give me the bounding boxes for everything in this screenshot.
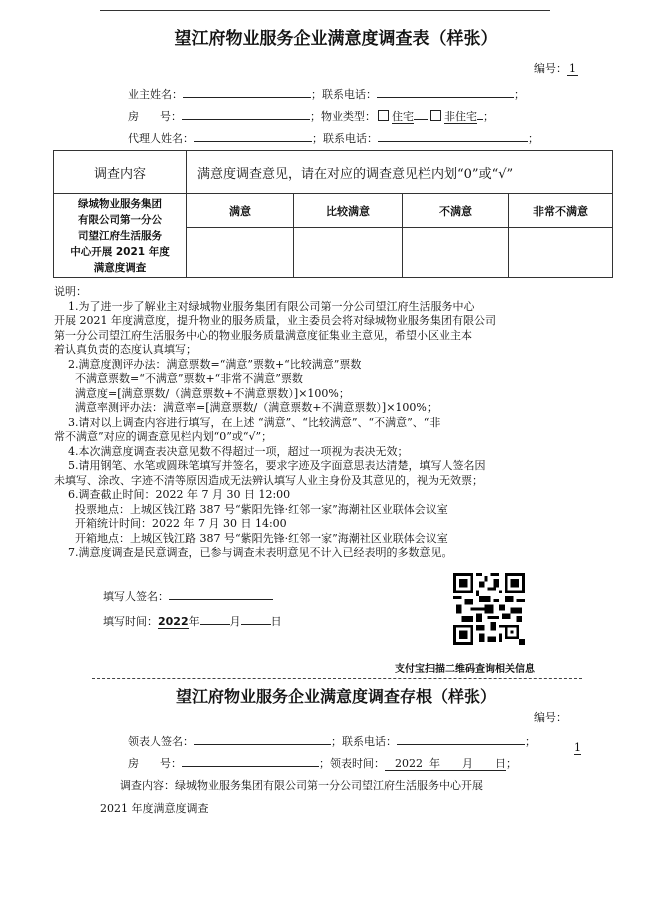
agent-name-field[interactable] <box>194 130 312 142</box>
owner-name-label: 业主姓名： <box>128 88 183 101</box>
instruction-text: 满意度调查意见，请在对应的调查意见栏内划“0”或“√” <box>187 151 613 194</box>
stub-room-label: 房 号： <box>128 757 182 770</box>
note-line: 未填写、涂改、字迹不清等原因造成无法辨认填写人业主身份及其意见的，视为无效票； <box>54 473 483 487</box>
signer-row <box>103 588 273 604</box>
owner-phone-label: ；联系电话： <box>311 88 377 101</box>
note-line: 2.满意度测评办法：满意票数=“满意”票数+“比较满意”票数 <box>54 357 362 371</box>
note-line: 1.为了进一步了解业主对绿城物业服务集团有限公司第一分公司望江府生活服务中心 <box>54 299 475 313</box>
day-unit: 日 <box>270 615 282 628</box>
form-number <box>534 60 578 76</box>
stub-room-field[interactable] <box>182 755 319 767</box>
note-line: 开箱地点：上城区钱江路 387 号“紫阳先锋·红邻一家”海潮社区业联体会议室 <box>54 531 448 545</box>
semicolon: ； <box>505 757 517 770</box>
agent-phone-label: ；联系电话： <box>312 132 378 145</box>
stub-number-label: 编号： <box>534 711 567 724</box>
stub-phone-field[interactable] <box>397 733 525 745</box>
vote-cell-fairly-satisfied[interactable] <box>294 228 403 278</box>
residential-checkbox[interactable] <box>378 110 389 121</box>
page-title: 望江府物业服务企业满意度调查表（样张） <box>174 29 498 49</box>
organization-line: 有限公司第一分公 <box>78 213 162 226</box>
stub-receiver-field[interactable] <box>194 733 331 745</box>
survey-table <box>53 150 613 278</box>
organization-line: 绿城物业服务集团 <box>78 197 162 210</box>
note-line: 开箱统计时间：2022 年 7 月 30 日 14:00 <box>54 517 287 530</box>
room-label: 房 号： <box>128 110 182 123</box>
agent-phone-field[interactable] <box>378 130 528 142</box>
organization-cell <box>54 194 187 278</box>
note-line: 3.请对以上调查内容进行填写，在上述 “满意”、“比较满意”、“不满意”、“非 <box>54 415 441 429</box>
notes-heading: 说明： <box>54 285 87 298</box>
room-row <box>128 108 494 124</box>
note-line: 6.调查截止时间：2022 年 7 月 30 日 12:00 <box>54 488 291 501</box>
qr-code-icon <box>453 573 525 645</box>
note-line: 5.请用钢笔、水笔或圆珠笔填写并签名，要求字迹及字面意思表达清楚，填写人签名因 <box>54 459 486 472</box>
vote-cell-very-dissatisfied[interactable] <box>509 228 613 278</box>
semicolon: ； <box>514 88 525 101</box>
residential-label: 住宅 <box>391 110 414 123</box>
year-unit: 年 <box>188 615 200 628</box>
fill-day-field[interactable] <box>241 613 271 625</box>
owner-name-field[interactable] <box>183 86 311 98</box>
non-residential-checkbox[interactable] <box>430 110 441 121</box>
vote-cell-satisfied[interactable] <box>187 228 294 278</box>
organization-line: 满意度调查 <box>93 261 147 274</box>
stub-title: 望江府物业服务企业满意度调查存根（样张） <box>175 687 496 706</box>
organization-line: 中心开展 2021 年度 <box>70 245 170 258</box>
note-line: 满意率测评办法：满意率=[满意票数/（满意票数+不满意票数）]×100%； <box>54 401 438 414</box>
signer-label: 填写人签名： <box>103 590 169 603</box>
note-line: 4.本次满意度调查表决意见数不得超过一项，超过一项视为表决无效； <box>54 444 409 458</box>
option-satisfied: 满意 <box>187 194 294 228</box>
stub-year-unit: 年 <box>429 757 462 771</box>
form-number-label: 编号： <box>534 62 567 75</box>
organization-line: 司望江府生活服务 <box>78 229 162 242</box>
owner-phone-field[interactable] <box>377 86 514 98</box>
stub-receive-time-label: ；领表时间： <box>318 757 385 770</box>
agent-row <box>128 130 539 146</box>
room-field[interactable] <box>182 108 310 120</box>
agent-name-label: 代理人姓名： <box>128 132 194 145</box>
month-unit: 月 <box>229 615 241 628</box>
tear-line <box>92 678 582 679</box>
content-header: 调查内容 <box>54 151 187 194</box>
note-line: 着认真负责的态度认真填写； <box>54 343 197 356</box>
non-residential-label: 非住宅 <box>443 110 477 123</box>
top-rule <box>100 10 550 11</box>
vote-cell-dissatisfied[interactable] <box>403 228 509 278</box>
note-line: 第一分公司望江府生活服务中心的物业服务质量满意度征集业主意见，希望小区业主本 <box>54 328 472 342</box>
note-line: 投票地点：上城区钱江路 387 号“紫阳先锋·红邻一家”海潮社区业联体会议室 <box>54 502 448 516</box>
note-line: 不满意票数=“不满意”票数+“非常不满意”票数 <box>54 372 303 385</box>
stub-content-line: 调查内容：绿城物业服务集团有限公司第一分公司望江府生活服务中心开展 <box>120 779 483 792</box>
semicolon: ； <box>525 735 536 748</box>
stub-receiver-label: 领表人签名： <box>128 735 194 748</box>
note-line: 开展 2021 年度满意度，提升物业的服务质量，业主委员会将对绿城物业服务集团有限公司 <box>54 314 496 327</box>
note-line: 常不满意”对应的调查意见栏内划“0”或“√”； <box>54 430 273 443</box>
option-dissatisfied: 不满意 <box>403 194 509 228</box>
note-line: 满意度=[满意票数/（满意票数+不满意票数）]×100%； <box>54 386 350 400</box>
property-type-label: ；物业类型： <box>309 110 376 123</box>
fill-month-field[interactable] <box>200 613 230 625</box>
qr-caption: 支付宝扫描二维码查询相关信息 <box>395 664 535 675</box>
stub-phone-label: ；联系电话： <box>331 735 397 748</box>
stub-room-row <box>128 755 517 771</box>
notes-section <box>54 285 614 561</box>
stub-receiver-row <box>128 733 536 749</box>
option-fairly-satisfied: 比较满意 <box>294 194 403 228</box>
stub-month-unit: 月 <box>462 757 495 771</box>
form-number-value: 1 <box>569 62 576 75</box>
signer-field[interactable] <box>169 588 273 600</box>
stub-year: 2022 <box>385 757 429 771</box>
fill-time-label: 填写时间： <box>103 615 158 628</box>
semicolon: ； <box>528 132 539 145</box>
semicolon: ； <box>482 110 494 123</box>
owner-name-row <box>128 86 525 102</box>
stub-content-line: 2021 年度满意度调查 <box>100 802 209 815</box>
note-line: 7.满意度调查是民意调查，已参与调查未表明意见不计入已经表明的多数意见。 <box>54 546 453 559</box>
stub-number-value: 1 <box>574 741 581 754</box>
fill-time-row <box>103 613 282 629</box>
fill-year: 2022 <box>158 615 189 628</box>
option-very-dissatisfied: 非常不满意 <box>509 194 613 228</box>
stub-day-unit: 日 <box>494 757 506 770</box>
